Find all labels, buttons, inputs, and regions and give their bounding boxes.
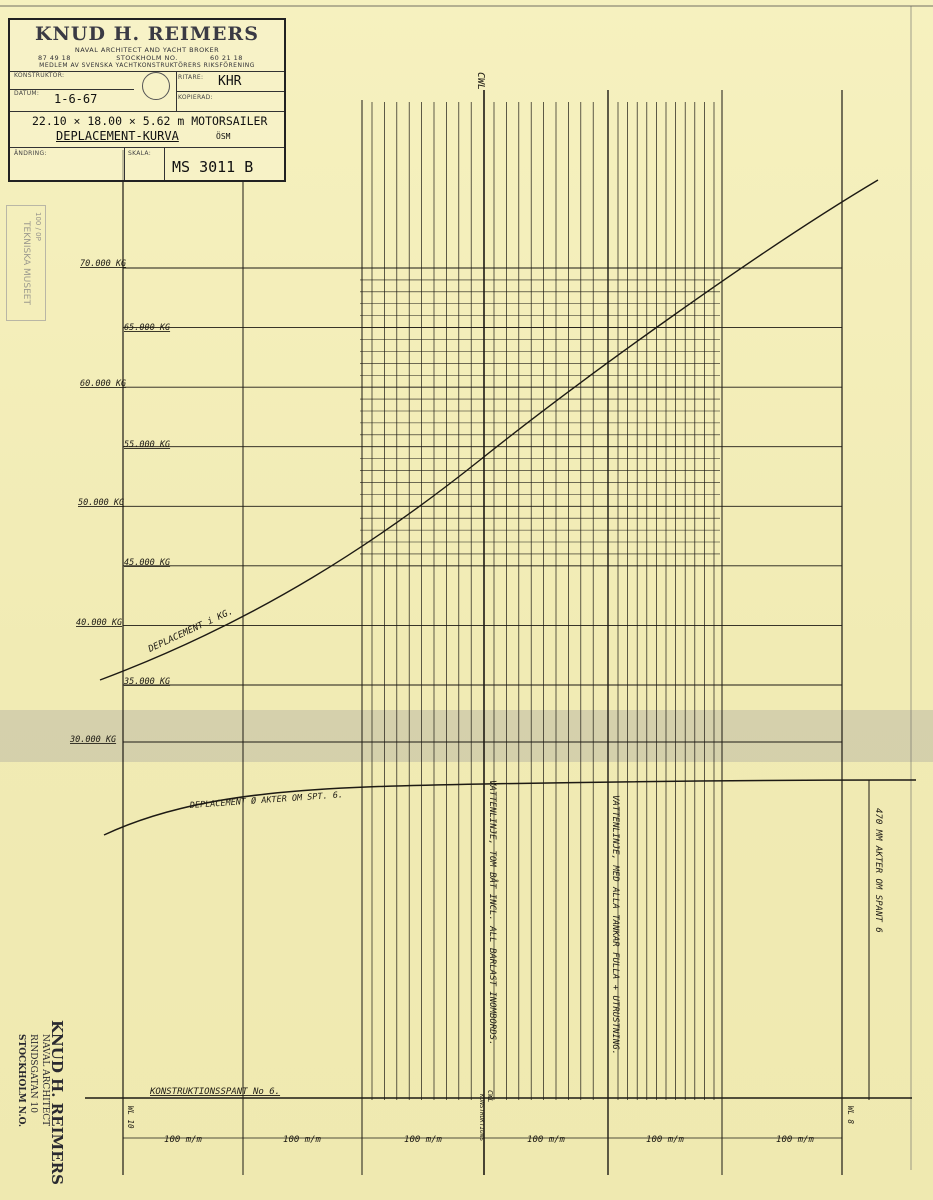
firm-city: STOCKHOLM NO. <box>116 54 178 62</box>
spacing-label: 100 m/m <box>646 1135 684 1145</box>
spacing-label: 100 m/m <box>527 1135 565 1145</box>
cwl-bottom-label: CWL <box>486 1090 494 1103</box>
kopierad-label: KOPIERAD: <box>178 94 213 101</box>
spacing-label: 100 m/m <box>164 1135 202 1145</box>
spacing-label: 100 m/m <box>776 1135 814 1145</box>
spacing-label: 100 m/m <box>404 1135 442 1145</box>
side-stamp-line1: KNUD H. REIMERS <box>48 1020 66 1185</box>
firm-subtitle: NAVAL ARCHITECT AND YACHT BROKER <box>74 46 220 54</box>
wl8-label: WL 8 <box>846 1106 855 1125</box>
drawing-number: MS 3011 B <box>172 158 254 176</box>
y-axis-label: 60.000 KG <box>80 379 127 389</box>
seal-icon <box>142 72 170 100</box>
firm-name: KNUD H. REIMERS <box>35 23 259 45</box>
description-line2: DEPLACEMENT-KURVA <box>56 129 179 143</box>
side-stamp-line3: RINDSGATAN 10 <box>28 1034 38 1113</box>
y-axis-label: 55.000 KG <box>124 440 171 450</box>
spacing-label: 100 m/m <box>283 1135 321 1145</box>
cwl-bottom-sublabel: KONSTRUKTIONS <box>478 1094 485 1141</box>
dimension-note-label: 470 MM AKTER OM SPANT 6 <box>873 808 883 933</box>
description-line1: 22.10 × 18.00 × 5.62 m MOTORSAILER <box>32 114 268 128</box>
side-stamp <box>8 1020 68 1190</box>
ritare-label: RITARE: <box>178 74 204 81</box>
y-axis-label: 40.000 KG <box>76 618 123 628</box>
title-block <box>8 18 286 182</box>
member-text: MEDLEM AV SVENSKA YACHTKONSTRUKTÖRERS RIKSFÖRENING <box>39 62 255 69</box>
displacement-curve <box>100 180 878 680</box>
ritare-value: KHR <box>218 74 242 89</box>
datum-label: DATUM: <box>14 90 40 97</box>
cwl-top-label: CWL <box>475 72 486 91</box>
andring-label: ÄNDRING: <box>14 150 47 157</box>
side-stamp-line2: NAVAL ARCHITECT <box>40 1034 50 1127</box>
y-axis-label: 45.000 KG <box>124 558 171 568</box>
datum-value: 1-6-67 <box>54 92 98 106</box>
station-label: KONSTRUKTIONSSPANT No 6. <box>150 1087 281 1097</box>
text-layer <box>69 72 883 1145</box>
y-axis-label: 30.000 KG <box>70 735 117 745</box>
description-suffix: ÖSM <box>216 132 231 141</box>
y-axis-label: 50.000 KG <box>78 498 125 508</box>
grid-lines <box>85 90 912 1175</box>
konstruktor-label: KONSTRUKTÖR: <box>14 72 65 79</box>
curve-layer <box>100 180 916 835</box>
side-stamp-line4: STOCKHOLM N.O. <box>16 1034 26 1128</box>
y-axis-label: 70.000 KG <box>80 259 127 269</box>
archive-stamp-text: TEKNISKA MUSEET <box>21 221 31 305</box>
archive-stamp-2: 100 / 0P <box>34 212 42 241</box>
full-tanks-waterline-label: VATTENLINJE, MED ALLA TANKAR FULLA + UTRUSTNING. <box>610 795 620 1056</box>
empty-boat-waterline-label: VATTENLINJE, TOM BÅT INCL. ALL BARLAST INOMBORDS. <box>487 780 497 1046</box>
displacement-curve-label: DEPLACEMENT i KG. <box>147 606 235 655</box>
aft-curve-label: DEPLACEMENT Ø AKTER OM SPT. 6. <box>189 790 344 811</box>
y-axis-label: 35.000 KG <box>124 677 171 687</box>
phone-1: 87 49 18 <box>38 54 71 62</box>
phone-2: 60 21 18 <box>210 54 243 62</box>
wl10-label: WL 10 <box>126 1106 135 1129</box>
y-axis-label: 65.000 KG <box>124 323 171 333</box>
skala-label: SKALA: <box>128 150 152 157</box>
